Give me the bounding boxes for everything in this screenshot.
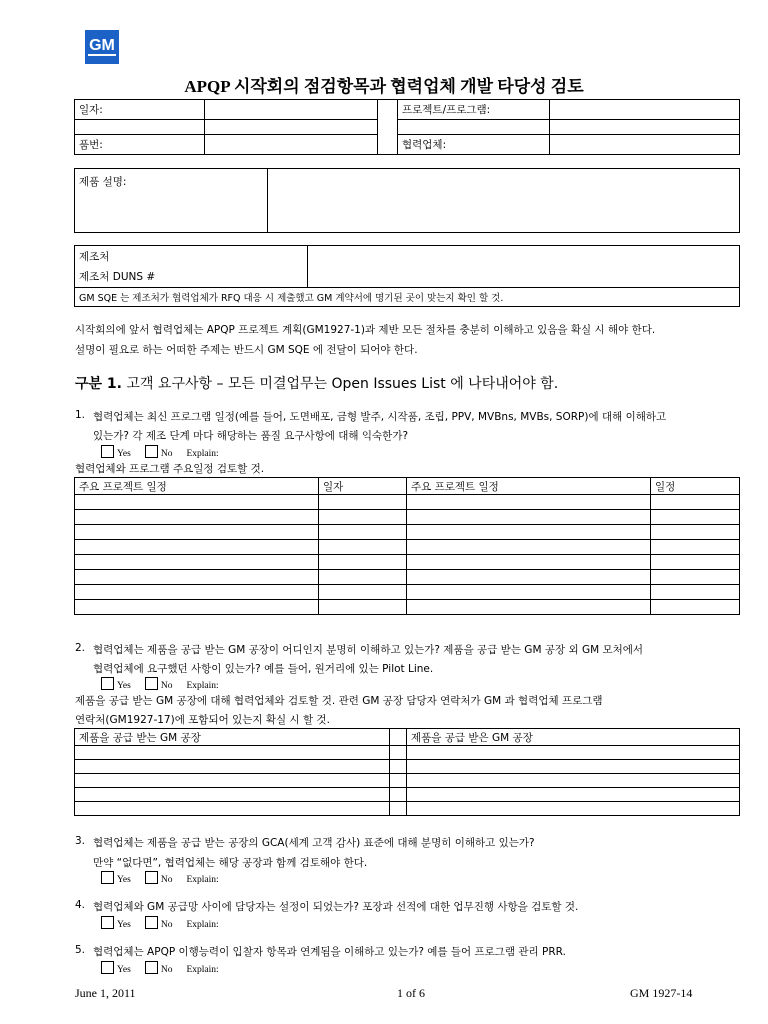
supplier-field[interactable] xyxy=(550,135,740,155)
table-row xyxy=(75,510,740,525)
q4-no-checkbox[interactable] xyxy=(145,916,158,929)
manufacturer-table xyxy=(74,245,740,307)
product-description-table xyxy=(74,168,740,233)
header-table xyxy=(74,99,740,155)
footer-document-id: GM 1927-14 xyxy=(630,986,693,1000)
q2-header-plants-2: 제품을 공급 받은 GM 공장 xyxy=(407,729,740,746)
table-row xyxy=(75,788,740,802)
q5-answer-row: Yes No Explain: xyxy=(101,961,219,975)
q4-text-1: 협력업체와 GM 공급망 사이에 담당자는 설정이 되었는가? 포장과 선적에 대한 업무진행 사항을 검토할 것. xyxy=(93,901,579,913)
table-row xyxy=(75,585,740,600)
intro-line-2: 설명이 필요로 하는 어떠한 주제는 반드시 GM SQE 에 전달이 되어야 한다. xyxy=(75,344,418,356)
q5-explain-label: Explain: xyxy=(186,965,219,975)
q5-yes-checkbox[interactable] xyxy=(101,961,114,974)
q2-note-2: 연락처(GM1927-17)에 포함되어 있는지 확실 시 할 것. xyxy=(75,714,330,726)
q2-note-1: 제품을 공급 받는 GM 공장에 대해 협력업체와 검토할 것. 관련 GM 공장 담당자 연락처가 GM 과 협력업체 프로그램 xyxy=(75,695,603,707)
project-label: 프로젝트/프로그램: xyxy=(398,100,550,120)
table-row xyxy=(75,495,740,510)
q2-plants-table xyxy=(74,728,740,816)
q2-answer-row: Yes No Explain: xyxy=(101,677,219,691)
q1-note: 협력업체와 프로그램 주요일정 검토할 것. xyxy=(75,463,265,475)
table-row xyxy=(75,802,740,816)
q3-answer-row: Yes No Explain: xyxy=(101,871,219,885)
table-row xyxy=(75,555,740,570)
q2-yes-checkbox[interactable] xyxy=(101,677,114,690)
q1-schedule-table xyxy=(74,477,740,615)
q4-explain-label: Explain: xyxy=(186,920,219,930)
q2-number: 2. xyxy=(75,642,86,654)
q1-yes-checkbox[interactable] xyxy=(101,445,114,458)
q3-no-checkbox[interactable] xyxy=(145,871,158,884)
q3-number: 3. xyxy=(75,835,86,847)
table-row xyxy=(75,774,740,788)
q4-yes-checkbox[interactable] xyxy=(101,916,114,929)
project-field[interactable] xyxy=(550,100,740,120)
date-field[interactable] xyxy=(205,100,378,120)
q5-no-checkbox[interactable] xyxy=(145,961,158,974)
q2-text-1: 협력업체는 제품을 공급 받는 GM 공장이 어디인지 분명히 이해하고 있는가? 제품을 공급 받는 GM 공장 외 GM 모처에서 xyxy=(93,644,644,656)
q2-explain-label: Explain: xyxy=(186,681,219,691)
table-row xyxy=(75,540,740,555)
product-description-label: 제품 설명: xyxy=(75,169,268,233)
section-1-heading: 구분 1. 고객 요구사항 – 모든 미결업무는 Open Issues List 에 나타내어야 함. xyxy=(75,376,559,392)
intro-line-1: 시작회의에 앞서 협력업체는 APQP 프로젝트 계획(GM1927-1)과 제반 모든 절차를 충분히 이해하고 있음을 확실 시 해야 한다. xyxy=(75,324,656,336)
q3-yes-checkbox[interactable] xyxy=(101,871,114,884)
q1-no-checkbox[interactable] xyxy=(145,445,158,458)
duns-label: 제조처 DUNS # xyxy=(79,270,156,283)
date-label: 일자: xyxy=(75,100,205,120)
q2-header-plants-1: 제품을 공급 받는 GM 공장 xyxy=(75,729,390,746)
table-row xyxy=(75,570,740,585)
q1-text-2: 있는가? 각 제조 단계 마다 해당하는 품질 요구사항에 대해 익숙한가? xyxy=(93,430,409,442)
footer-page-number: 1 of 6 xyxy=(397,986,425,1000)
q1-header-date-2: 일정 xyxy=(651,478,740,495)
q3-text-2: 만약 “없다면”, 협력업체는 해당 공장과 함께 검토해야 한다. xyxy=(93,857,368,869)
q2-no-checkbox[interactable] xyxy=(145,677,158,690)
q1-answer-row: Yes No Explain: xyxy=(101,445,219,459)
page-title: APQP 시작회의 점검항목과 협력업체 개발 타당성 검토 xyxy=(184,77,584,96)
footer-date: June 1, 2011 xyxy=(75,986,136,1000)
manufacturer-label: 제조처 xyxy=(79,250,110,263)
table-row xyxy=(75,760,740,774)
q5-number: 5. xyxy=(75,944,86,956)
q5-text-1: 협력업체는 APQP 이행능력이 입찰자 항목과 연계됨을 이해하고 있는가? 예를 들어 프로그램 관리 PRR. xyxy=(93,946,566,958)
supplier-label: 협력업체: xyxy=(398,135,550,155)
q4-number: 4. xyxy=(75,899,86,911)
q1-header-milestone-2: 주요 프로젝트 일정 xyxy=(407,478,651,495)
q1-explain-label: Explain: xyxy=(186,449,219,459)
q1-number: 1. xyxy=(75,409,86,421)
product-description-field[interactable] xyxy=(268,169,740,233)
q1-text-1: 협력업체는 최신 프로그램 일정(예를 들어, 도면배포, 금형 발주, 시작품, 조립, PPV, MVBns, MVBs, SORP)에 대해 이해하고 xyxy=(93,411,667,423)
q1-header-date-1: 일자 xyxy=(319,478,407,495)
table-row xyxy=(75,600,740,615)
part-label: 품번: xyxy=(75,135,205,155)
part-field[interactable] xyxy=(205,135,378,155)
q1-header-milestone-1: 주요 프로젝트 일정 xyxy=(75,478,319,495)
gm-logo: GM xyxy=(85,30,119,64)
manufacturer-field[interactable] xyxy=(308,246,740,288)
q2-text-2: 협력업체에 요구했던 사항이 있는가? 예를 들어, 원거리에 있는 Pilot Line. xyxy=(93,663,434,675)
q3-explain-label: Explain: xyxy=(186,875,219,885)
q4-answer-row: Yes No Explain: xyxy=(101,916,219,930)
manufacturer-note: GM SQE 는 제조처가 협력업체가 RFQ 대응 시 제출했고 GM 계약서에 명기된 곳이 맞는지 확인 할 것. xyxy=(75,288,740,307)
table-row xyxy=(75,525,740,540)
table-row xyxy=(75,746,740,760)
q3-text-1: 협력업체는 제품을 공급 받는 공장의 GCA(세계 고객 감사) 표준에 대해 분명히 이해하고 있는가? xyxy=(93,837,535,849)
